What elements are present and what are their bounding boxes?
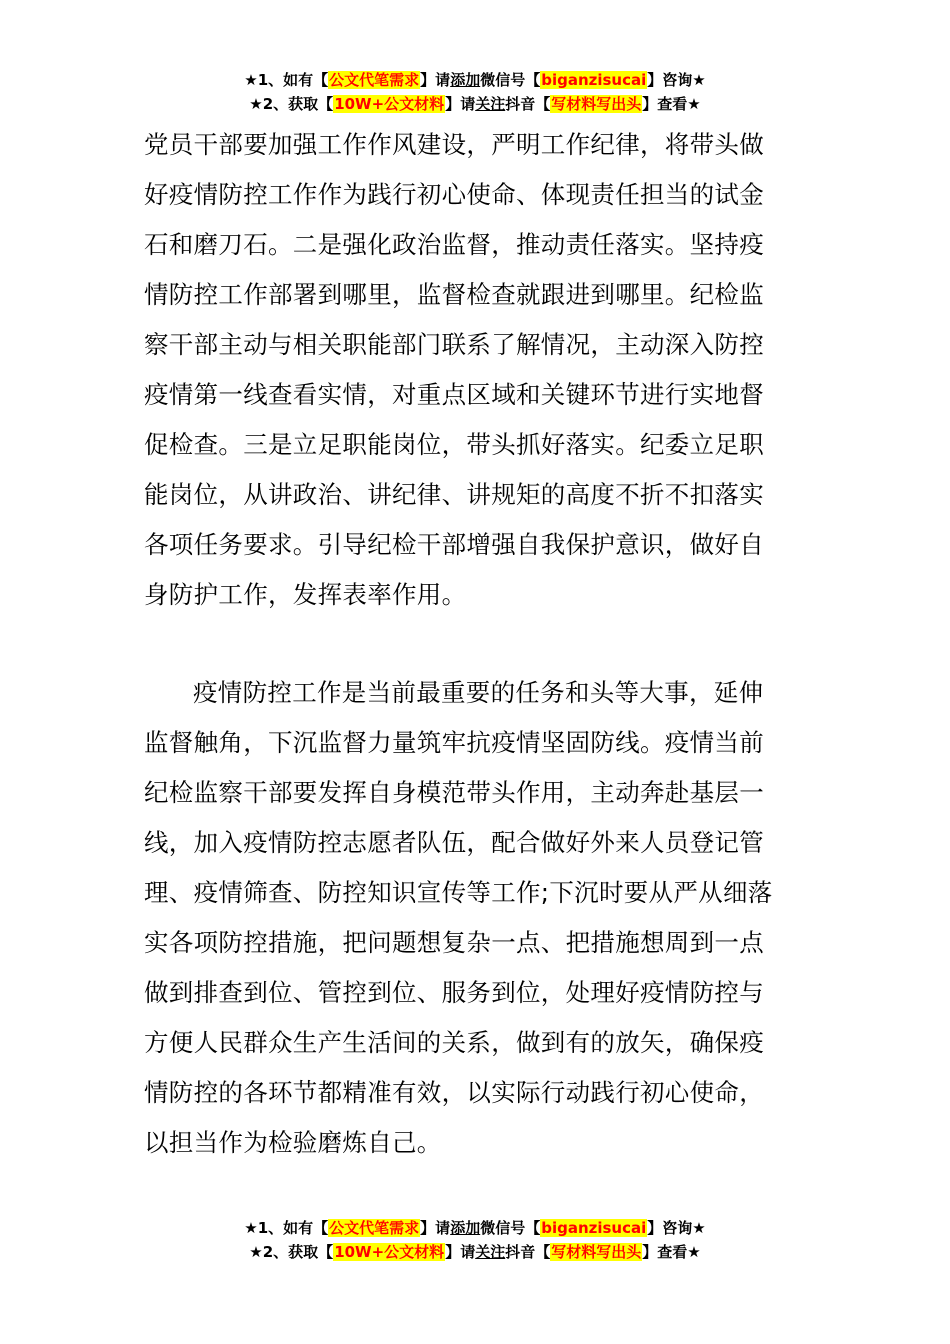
text-line: 线，加入疫情防控志愿者队伍，配合做好外来人员登记管 [144, 828, 764, 857]
footer-line-2-mid2: 抖音【 [505, 1243, 551, 1261]
header-line-1-highlight-service: 公文代笔需求 [329, 71, 420, 89]
header-line-1-suffix: 】咨询★ [647, 71, 706, 89]
text-line: 好疫情防控工作作为践行初心使命、体现责任担当的试金 [144, 180, 764, 209]
header-line-2-mid2: 抖音【 [505, 95, 551, 113]
footer-line-1-highlight-service: 公文代笔需求 [329, 1219, 420, 1237]
text-line: 情防控的各环节都精准有效，以实际行动践行初心使命， [144, 1078, 764, 1107]
header-line-1-underline: 添加 [450, 71, 481, 89]
text-line: 各项任务要求。引导纪检干部增强自我保护意识，做好自 [144, 530, 764, 559]
header-line-1 [0, 68, 950, 92]
footer-line-2-highlight-materials: 10W+公文材料 [334, 1243, 445, 1261]
text-line: 做到排查到位、管控到位、服务到位，处理好疫情防控与 [144, 978, 764, 1007]
header-line-1-prefix: ★1、如有【 [244, 71, 329, 89]
header-line-2 [0, 92, 950, 116]
footer-line-2-underline: 关注 [475, 1243, 506, 1261]
footer-line-2-prefix: ★2、获取【 [249, 1243, 334, 1261]
text-line: 党员干部要加强工作作风建设，严明工作纪律，将带头做 [144, 130, 764, 159]
header-banner [0, 68, 950, 116]
text-line: 能岗位，从讲政治、讲纪律、讲规矩的高度不折不扣落实 [144, 480, 764, 509]
footer-line-2 [0, 1240, 950, 1264]
footer-line-1-mid: 】请 [420, 1219, 451, 1237]
text-line: 疫情第一线查看实情，对重点区域和关键环节进行实地督 [144, 380, 764, 409]
text-line: 情防控工作部署到哪里，监督检查就跟进到哪里。纪检监 [144, 280, 764, 309]
text-line: 促检查。三是立足职能岗位，带头抓好落实。纪委立足职 [144, 430, 764, 459]
text-line: 石和磨刀石。二是强化政治监督，推动责任落实。坚持疫 [144, 230, 764, 259]
body-paragraph-2 [144, 668, 812, 1168]
footer-line-2-mid: 】请 [445, 1243, 476, 1261]
text-line: 察干部主动与相关职能部门联系了解情况，主动深入防控 [144, 330, 764, 359]
header-line-1-mid: 】请 [420, 71, 451, 89]
text-line: 理、疫情筛查、防控知识宣传等工作;下沉时要从严从细落 [144, 878, 773, 907]
footer-banner [0, 1216, 950, 1264]
footer-line-2-suffix: 】查看★ [642, 1243, 701, 1261]
footer-line-1-prefix: ★1、如有【 [244, 1219, 329, 1237]
text-line: 监督触角，下沉监督力量筑牢抗疫情坚固防线。疫情当前 [144, 728, 764, 757]
text-line: 方便人民群众生产生活间的关系，做到有的放矢，确保疫 [144, 1028, 764, 1057]
text-line: 实各项防控措施，把问题想复杂一点、把措施想周到一点 [144, 928, 764, 957]
footer-line-1-suffix: 】咨询★ [647, 1219, 706, 1237]
text-line: 纪检监察干部要发挥自身模范带头作用，主动奔赴基层一 [144, 778, 764, 807]
footer-line-1 [0, 1216, 950, 1240]
header-line-2-highlight-douyin: 写材料写出头 [551, 95, 642, 113]
header-line-1-highlight-wechat: biganzisucai [541, 71, 647, 89]
header-line-2-highlight-materials: 10W+公文材料 [334, 95, 445, 113]
header-line-2-mid: 】请 [445, 95, 476, 113]
header-line-2-suffix: 】查看★ [642, 95, 701, 113]
footer-line-1-mid2: 微信号【 [480, 1219, 541, 1237]
text-line: 身防护工作，发挥表率作用。 [144, 580, 467, 609]
footer-line-1-highlight-wechat: biganzisucai [541, 1219, 647, 1237]
footer-line-1-underline: 添加 [450, 1219, 481, 1237]
header-line-2-prefix: ★2、获取【 [249, 95, 334, 113]
text-line: 疫情防控工作是当前最重要的任务和头等大事，延伸 [193, 678, 764, 707]
header-line-1-mid2: 微信号【 [480, 71, 541, 89]
body-paragraph-1 [144, 120, 812, 620]
footer-line-2-highlight-douyin: 写材料写出头 [551, 1243, 642, 1261]
header-line-2-underline: 关注 [475, 95, 506, 113]
text-line: 以担当作为检验磨炼自己。 [144, 1128, 442, 1157]
